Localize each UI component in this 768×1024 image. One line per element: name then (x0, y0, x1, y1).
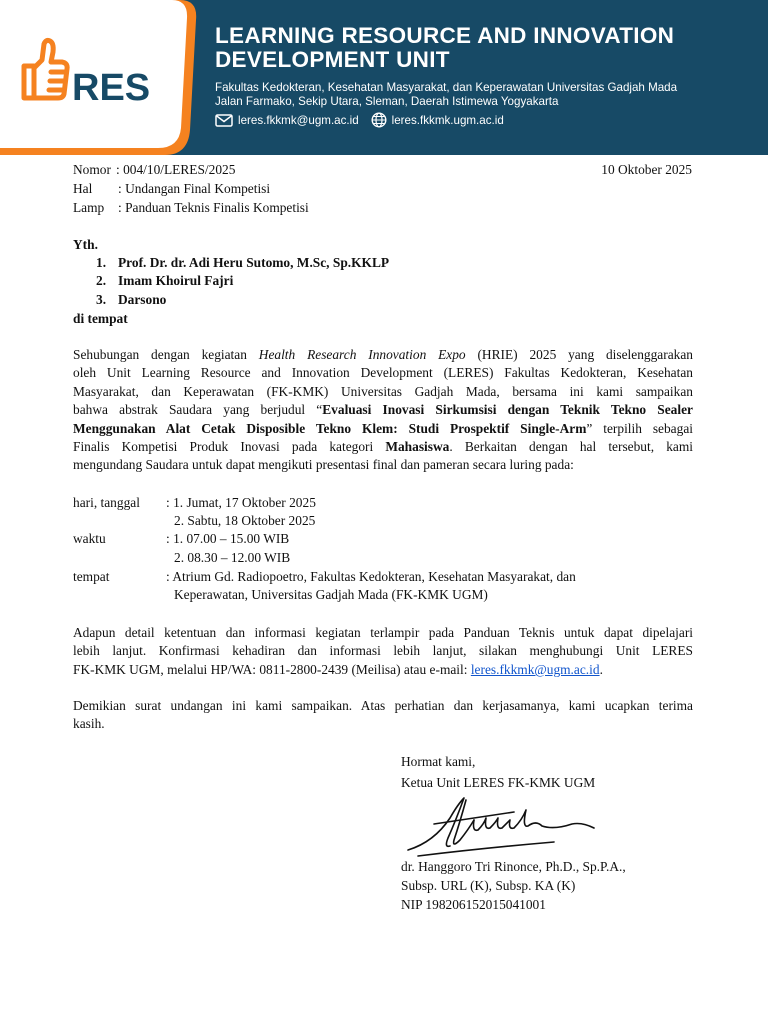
day-1: : 1. Jumat, 17 Oktober 2025 (166, 495, 316, 510)
para-line (73, 401, 693, 419)
day-2: 2. Sabtu, 18 Oktober 2025 (174, 513, 316, 528)
website-text: leres.fkkmk.ugm.ac.id (391, 113, 504, 127)
day-label: hari, tanggal (73, 495, 140, 510)
info-paragraph (73, 624, 693, 679)
para-line: kasih. (73, 716, 105, 732)
text-run: (HRIE) 2025 yang diselenggarakan (465, 347, 693, 362)
handwritten-signature (404, 790, 604, 862)
para-line: Masyarakat, dan Keperawatan (FK-KMK) Universitas Gadjah Mada, bersama ini kami sampaikan (73, 383, 693, 399)
recipient-num: 1. (96, 255, 107, 270)
address-line: Jalan Farmako, Sekip Utara, Sleman, Daerah Istimewa Yogyakarta (215, 95, 559, 108)
para-line (73, 346, 693, 364)
unit-title-line1: LEARNING RESOURCE AND INNOVATION (215, 23, 675, 48)
para-line (73, 420, 693, 438)
letterhead (0, 0, 768, 155)
recipient-name: Imam Khoirul Fajri (118, 273, 234, 288)
place-2: Keperawatan, Universitas Gadjah Mada (FK-KMK UGM) (174, 587, 488, 602)
globe-icon (371, 112, 387, 128)
para-line (73, 661, 693, 679)
signer-nip: NIP 198206152015041001 (401, 897, 546, 912)
mail-icon (215, 114, 233, 127)
para-line (73, 438, 693, 456)
contact-row (215, 111, 516, 129)
para-line: mengundang Saudara untuk dapat mengikuti presentasi final dan pameran secara luring pada: (73, 457, 574, 473)
email-link[interactable]: leres.fkkmk@ugm.ac.id (470, 661, 600, 677)
recipient-place: di tempat (73, 311, 128, 326)
para-line: lebih lanjut. Konfirmasi kehadiran dan informasi lebih lanjut, silakan menghubungi Unit LERES (73, 643, 693, 659)
salutation-yth: Yth. (73, 237, 98, 252)
lamp-value: : Panduan Teknis Finalis Kompetisi (118, 200, 309, 215)
signer-title: Subsp. URL (K), Subsp. KA (K) (401, 878, 576, 893)
category-name: Mahasiswa (385, 439, 450, 455)
svg-text:RES: RES (72, 67, 151, 106)
faculty-address (215, 81, 755, 109)
unit-title-line2: DEVELOPMENT UNIT (215, 47, 450, 72)
place-label: tempat (73, 569, 110, 584)
text-run: bahwa abstrak Saudara yang berjudul “ (73, 402, 323, 418)
email-text: leres.fkkmk@ugm.ac.id (238, 113, 359, 127)
text-run: Sehubungan dengan kegiatan (73, 347, 259, 362)
recipient-name: Darsono (118, 292, 167, 307)
signer-position: Ketua Unit LERES FK-KMK UGM (401, 775, 596, 790)
text-run: Finalis Kompetisi Produk Inovasi pada kategori (73, 439, 386, 455)
recipient-name: Prof. Dr. dr. Adi Heru Sutomo, M.Sc, Sp.KKLP (118, 255, 390, 270)
text-run: . Berkaitan dengan hal tersebut, kami (449, 439, 693, 455)
greeting: Hormat kami, (401, 754, 476, 769)
hal-value: : Undangan Final Kompetisi (118, 181, 271, 196)
email-contact[interactable] (215, 114, 359, 127)
time-1: : 1. 07.00 – 15.00 WIB (166, 531, 290, 546)
recipient-num: 3. (96, 292, 107, 307)
time-2: 2. 08.30 – 12.00 WIB (174, 550, 291, 565)
text-run: FK-KMK UGM, melalui HP/WA: 0811-2800-2439 (Meilisa) atau e-mail: (73, 661, 471, 677)
leres-logo (18, 36, 158, 106)
closing-paragraph (73, 697, 693, 734)
unit-title (215, 24, 755, 72)
text-run: ” terpilih sebagai (586, 420, 693, 436)
text-run: . (599, 661, 603, 677)
recipient-num: 2. (96, 273, 107, 288)
para-line: oleh Unit Learning Resource and Innovation Development (LERES) Fakultas Kedokteran, Kesehatan (73, 365, 693, 381)
faculty-line: Fakultas Kedokteran, Kesehatan Masyarakat, dan Keperawatan Universitas Gadjah Mada (215, 81, 678, 94)
time-label: waktu (73, 531, 106, 546)
para-line: Demikian surat undangan ini kami sampaikan. Atas perhatian dan kerjasamanya, kami ucapkan terima (73, 698, 693, 713)
invitation-paragraph (73, 346, 693, 475)
lamp-label: Lamp (73, 200, 105, 215)
nomor-label: Nomor (73, 162, 111, 177)
hal-label: Hal (73, 181, 93, 196)
abstract-title: Evaluasi Inovasi Sirkumsisi dengan Teknik Tekno Sealer (322, 402, 693, 418)
signer-name: dr. Hanggoro Tri Rinonce, Ph.D., Sp.P.A., (401, 859, 626, 874)
letter-date: 10 Oktober 2025 (601, 162, 692, 177)
para-line: Adapun detail ketentuan dan informasi kegiatan terlampir pada Panduan Teknis untuk dapat dipelajari (73, 625, 693, 640)
nomor-value: : 004/10/LERES/2025 (116, 162, 236, 177)
website-contact[interactable] (371, 112, 504, 128)
abstract-title: Menggunakan Alat Cetak Disposible Tekno Klem: Studi Prospektif Single-Arm (73, 420, 587, 436)
place-1: : Atrium Gd. Radiopoetro, Fakultas Kedokteran, Kesehatan Masyarakat, dan (166, 569, 576, 584)
event-name: Health Research Innovation Expo (258, 347, 466, 362)
